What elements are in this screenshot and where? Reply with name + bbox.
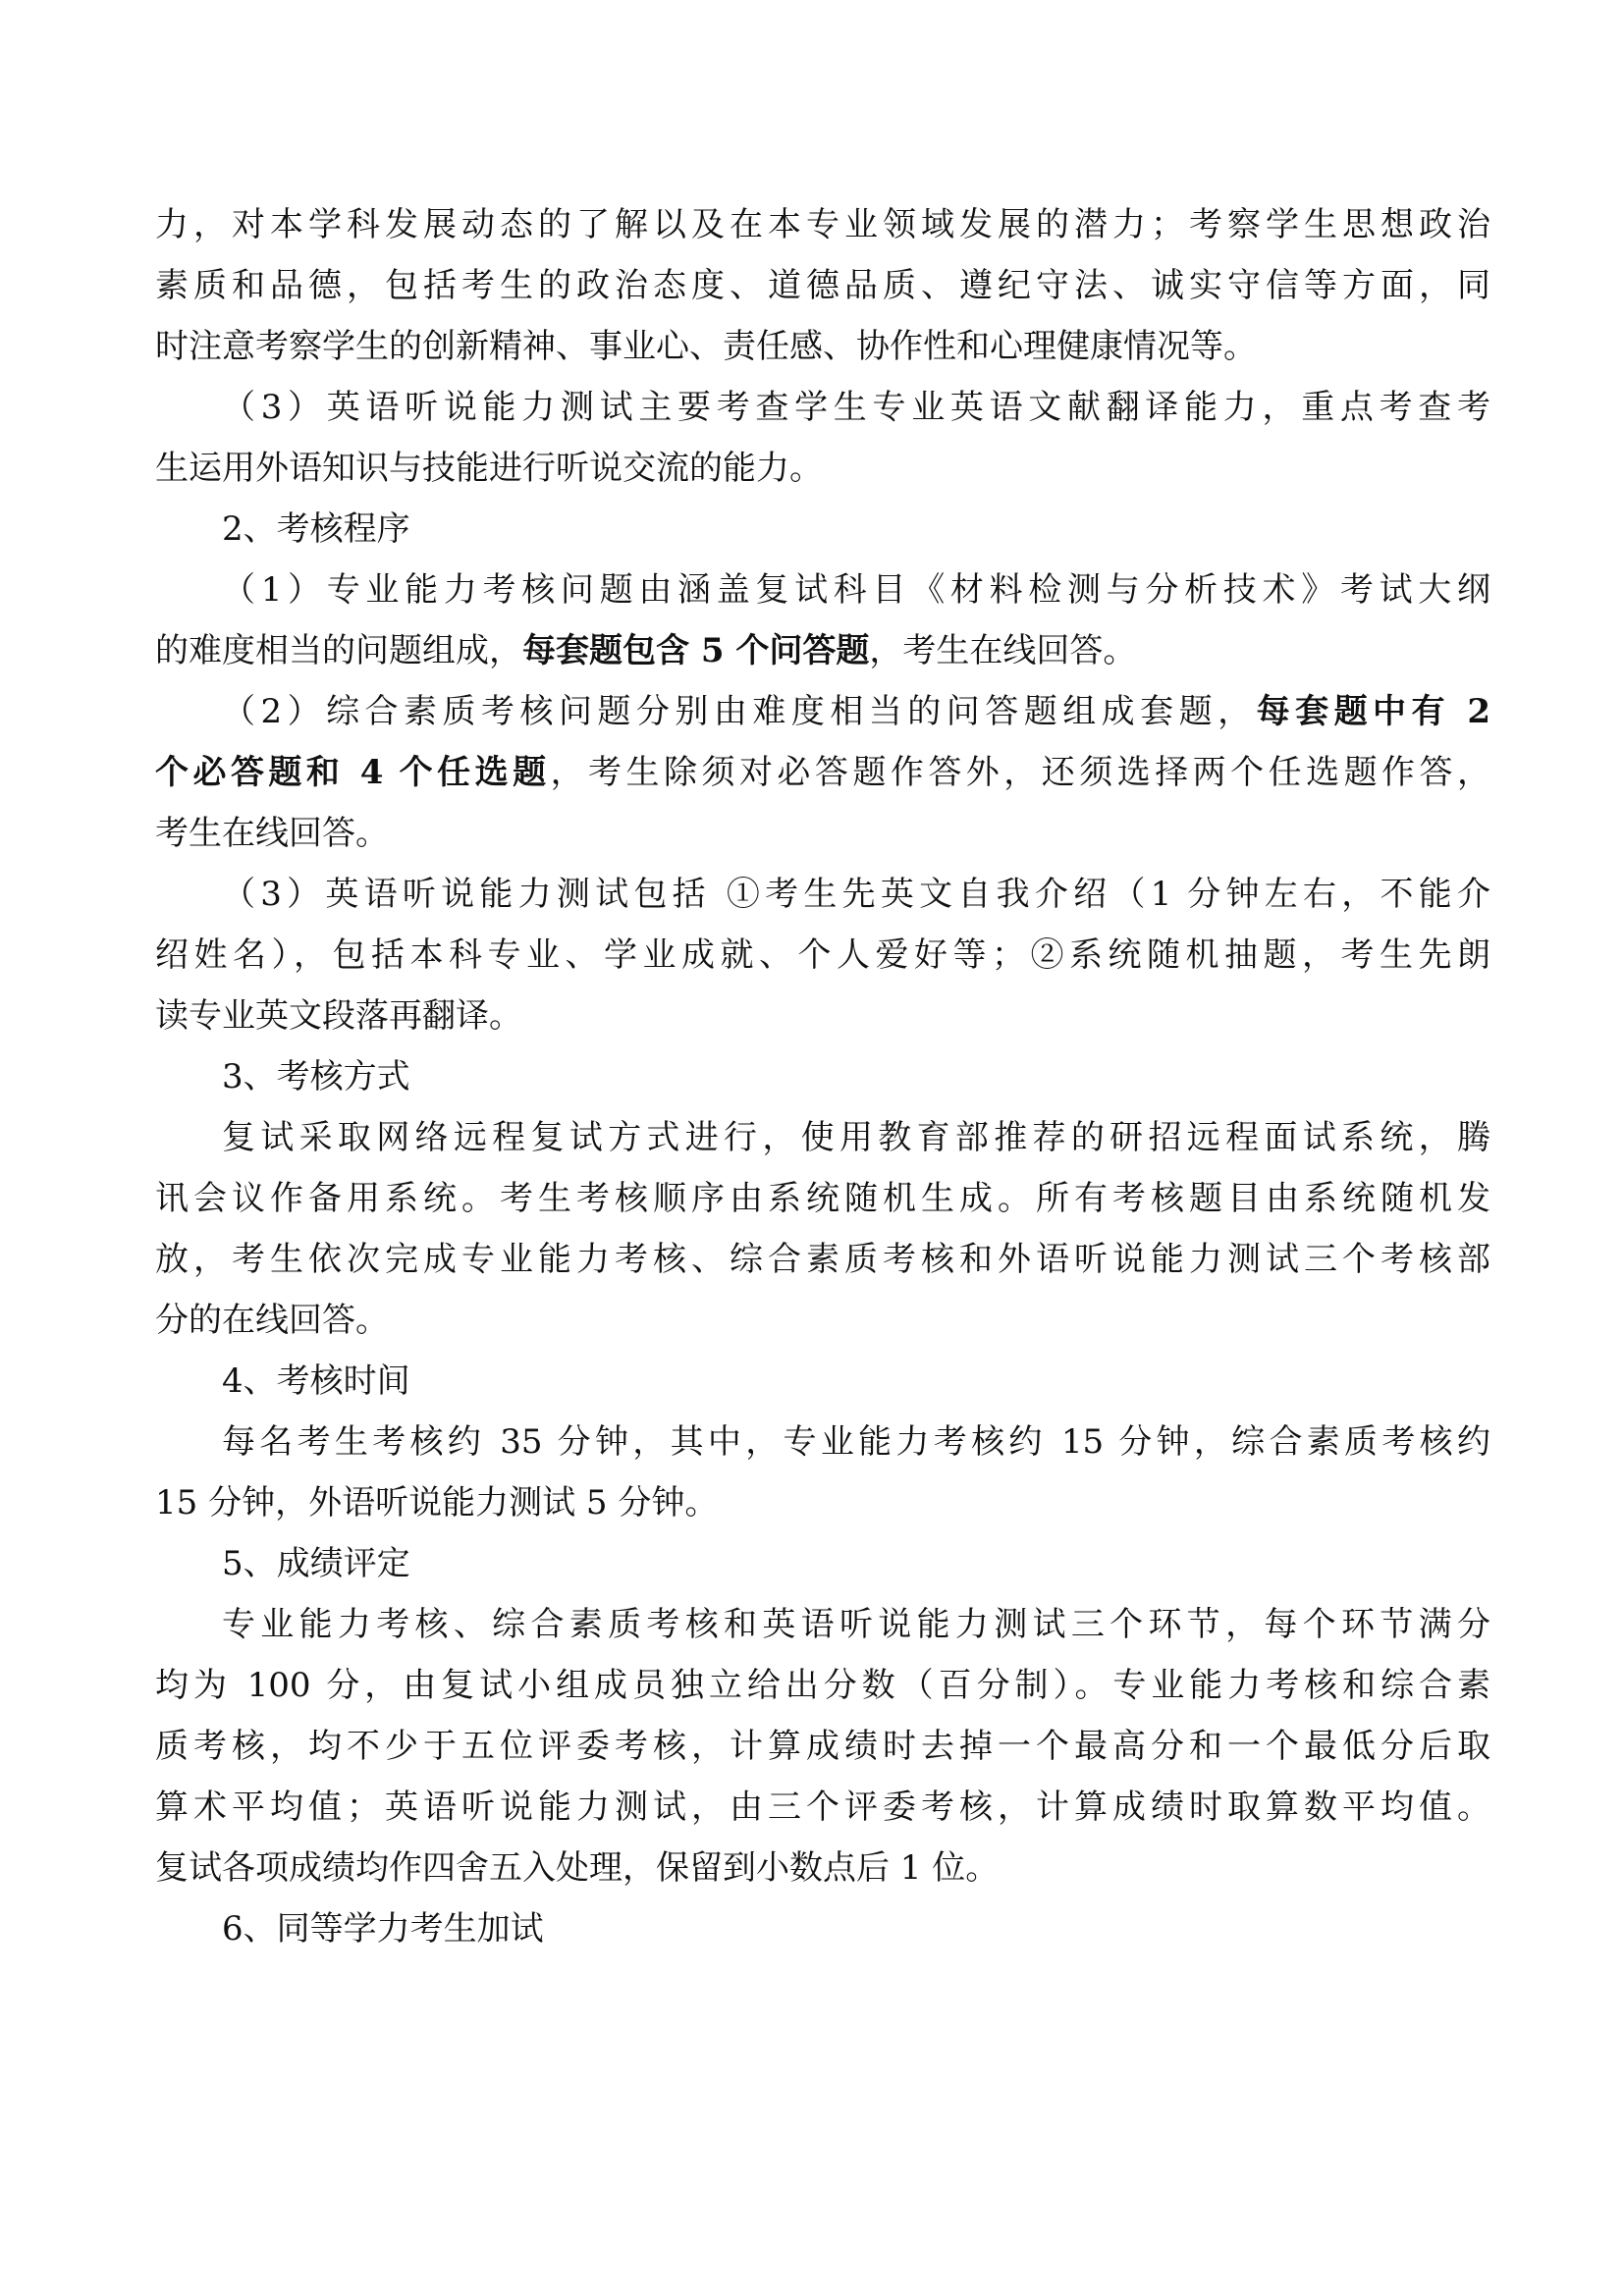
paragraph-line: [155, 255, 1490, 316]
paragraph-line: [155, 316, 1490, 377]
text-segment: 复试采取网络远程复试方式进行，使用教育部推荐的研招远程面试系统，腾: [222, 1118, 1490, 1157]
text-segment: 4、考核时间: [222, 1362, 410, 1401]
paragraph-line: [155, 1777, 1490, 1838]
text-segment: 均为 100 分，由复试小组成员独立给出分数（百分制）。专业能力考核和综合素: [155, 1666, 1490, 1705]
text-segment: 绍姓名），包括本科专业、学业成就、个人爱好等；②系统随机抽题，考生先朗: [155, 935, 1490, 975]
section-heading: [222, 1533, 1490, 1594]
paragraph-line: [155, 742, 1490, 803]
text-segment: 生运用外语知识与技能进行听说交流的能力。: [155, 449, 823, 488]
text-segment: （3）英语听说能力测试包括 ①考生先英文自我介绍（1 分钟左右，不能介: [222, 875, 1490, 914]
text-segment: ，考生除须对必答题作答外，还须选择两个任选题作答，: [550, 753, 1490, 792]
text-segment: 考生在线回答。: [155, 814, 389, 853]
text-segment: （2）综合素质考核问题分别由难度相当的问答题组成套题，: [222, 692, 1257, 731]
paragraph-line: [155, 438, 1490, 499]
text-segment: 5、成绩评定: [222, 1544, 410, 1583]
paragraph-line: [155, 620, 1490, 681]
paragraph-line: [155, 1838, 1490, 1898]
paragraph-line: [155, 1472, 1490, 1533]
section-heading: [222, 1898, 1490, 1959]
paragraph-line: [155, 1168, 1490, 1229]
text-segment: 6、同等学力考生加试: [222, 1909, 544, 1949]
text-segment: 放，考生依次完成专业能力考核、综合素质考核和外语听说能力测试三个考核部: [155, 1240, 1490, 1279]
text-segment: 2、考核程序: [222, 509, 410, 549]
text-segment: 复试各项成绩均作四舍五入处理，保留到小数点后 1 位。: [155, 1848, 1000, 1888]
paragraph-line: [222, 1594, 1490, 1655]
text-segment: （3）英语听说能力测试主要考查学生专业英语文献翻译能力，重点考查考: [222, 388, 1490, 427]
section-heading: [222, 1046, 1490, 1107]
paragraph-line: [222, 377, 1490, 438]
paragraph-line: [222, 864, 1490, 925]
section-heading: [222, 499, 1490, 560]
paragraph-line: [222, 1412, 1490, 1472]
text-segment: 的难度相当的问题组成，: [155, 631, 522, 670]
text-segment: 讯会议作备用系统。考生考核顺序由系统随机生成。所有考核题目由系统随机发: [155, 1179, 1490, 1218]
paragraph-line: [222, 1107, 1490, 1168]
paragraph-line: [155, 194, 1490, 255]
text-segment: 力，对本学科发展动态的了解以及在本专业领域发展的潜力；考察学生思想政治: [155, 205, 1490, 244]
text-segment: 读专业英文段落再翻译。: [155, 996, 522, 1036]
paragraph-line: [155, 803, 1490, 864]
text-segment: 专业能力考核、综合素质考核和英语听说能力测试三个环节，每个环节满分: [222, 1605, 1490, 1644]
text-segment: 分的在线回答。: [155, 1301, 389, 1340]
text-segment: 质考核，均不少于五位评委考核，计算成绩时去掉一个最高分和一个最低分后取: [155, 1727, 1490, 1766]
text-segment: 素质和品德，包括考生的政治态度、道德品质、遵纪守法、诚实守信等方面，同: [155, 266, 1490, 305]
text-segment: ，考生在线回答。: [869, 631, 1137, 670]
paragraph-line: [155, 1290, 1490, 1351]
paragraph-line: [155, 1229, 1490, 1290]
text-segment: （1）专业能力考核问题由涵盖复试科目《材料检测与分析技术》考试大纲: [222, 570, 1490, 610]
bold-text-segment: 每套题包含 5 个问答题: [522, 631, 870, 670]
paragraph-line: [155, 925, 1490, 986]
paragraph-line: [155, 1655, 1490, 1716]
text-segment: 15 分钟，外语听说能力测试 5 分钟。: [155, 1483, 719, 1522]
bold-text-segment: 每套题中有 2: [1256, 692, 1490, 731]
text-segment: 算术平均值；英语听说能力测试，由三个评委考核，计算成绩时取算数平均值。: [155, 1788, 1490, 1827]
bold-text-segment: 个必答题和 4 个任选题: [155, 753, 551, 792]
paragraph-line: [155, 986, 1490, 1046]
paragraph-line: [222, 681, 1490, 742]
text-segment: 3、考核方式: [222, 1057, 410, 1096]
section-heading: [222, 1351, 1490, 1412]
text-segment: 时注意考察学生的创新精神、事业心、责任感、协作性和心理健康情况等。: [155, 327, 1257, 366]
paragraph-line: [155, 1716, 1490, 1777]
paragraph-line: [222, 560, 1490, 620]
text-segment: 每名考生考核约 35 分钟，其中，专业能力考核约 15 分钟，综合素质考核约: [222, 1422, 1490, 1462]
